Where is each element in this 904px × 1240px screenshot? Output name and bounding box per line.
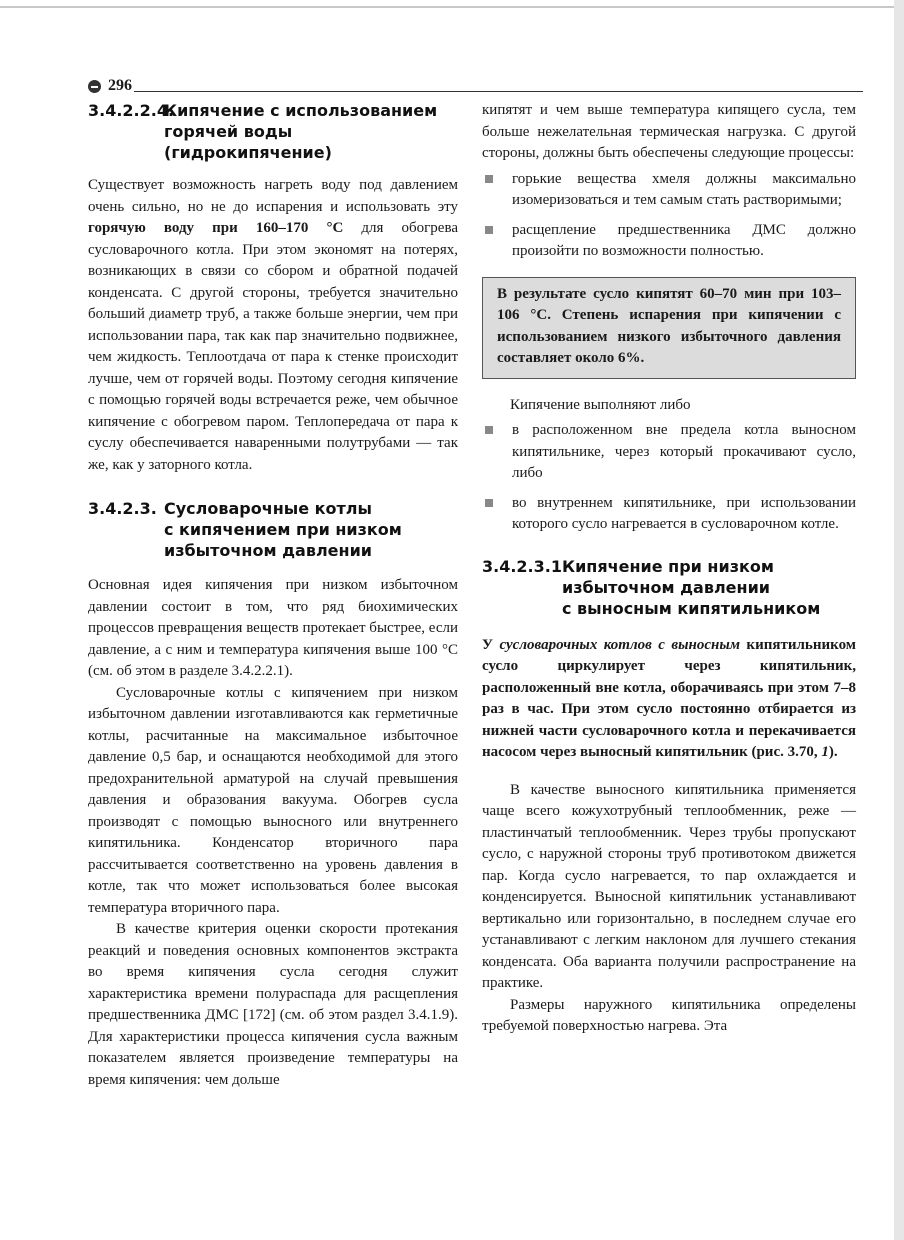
top-edge-rule [0,6,904,8]
heading-line: с кипячением при низком [164,520,402,539]
text-run: кипятильником сусло циркулирует через кипятильник, расположенный вне котла, оборачиваясь при этом 7–8 раз в час. При этом сусло постоянно отбирается из нижней части сусловарочного котла и перекачивается насосом через выносный кипятильник (рис. 3.70, [482,636,856,760]
list-item [482,493,856,536]
paragraph: Основная идея кипячения при низком избыточном давлении состоит в том, что ряд биохимических процессов превращения веществ протекает быстрее, если давление, а с ним и температура кипячения выше 100 °С (см. об этом в разделе 3.4.2.2.1). [88,577,458,679]
header-rule [134,91,863,92]
page-header [88,78,863,96]
left-column [88,100,458,1091]
heading-line: с выносным кипятильником [562,598,821,618]
list-item-text: во внутреннем кипятильнике, при использовании которого сусло нагревается в сусловарочном котле. [512,494,856,532]
list-item [482,220,856,263]
paragraph: Размеры наружного кипятильника определены требуемой поверхностью нагрева. Эта [482,996,856,1034]
heading-line: избыточном давлении [164,541,372,560]
text-run: для обогрева сусловарочного котла. При этом экономят на потерях, возникающих в связи со сбором и обратной подачей конденсата. С другой стороны, требуется значительно больший диаметр труб, а также больше энергии, чем при использовании пара, так как пар значительно подвижнее, чем жидкость. Теплоотдача от пара к стенке происходит лучше, чем от горячей воды. Поэтому сегодня кипячение с помощью горячей воды встречается реже, чем обычное кипячение с обогревом паром. Теплопередача от пара к суслу обеспечивается наваренными полутрубами — так же, как у заторного котла. [88,220,458,473]
bullet-square-icon [485,226,493,234]
paragraph: Кипячение выполняют либо [510,396,691,413]
bullet-square-icon [485,426,493,434]
section-number: 3.4.2.3. [88,499,157,518]
section-heading-3-4-2-3-1 [482,556,856,619]
italic-text: 1 [821,744,829,760]
section-number: 3.4.2.2.4. [88,101,175,120]
heading-line: Кипячение при низком [562,556,774,576]
highlight-box: В результате сусло кипятят 60–70 мин при 103–106 °С. Степень испарения при кипячении с использованием низкого избыточного давления составляет около 6%. [482,277,856,379]
paragraph: В качестве критерия оценки скорости протекания реакций и поведения основных компонентов экстракта во время кипячения сусла сегодня служит характеристика времени полураспада для расщепления предшественника ДМС [172] (см. об этом раздел 3.4.1.9). Для характеристики процесса кипячения сусла важным показателем является произведение температуры на время кипячения: чем дольше [88,921,458,1088]
heading-line: горячей воды [164,122,293,141]
text-run: У [482,636,500,653]
list-item [482,169,856,212]
text-run: ). [828,744,838,760]
text-run: Существует возможность нагреть воду под давлением очень сильно, но не до испарения и использовать эту [88,177,458,215]
list-item [482,420,856,485]
section-heading-3-4-2-3 [88,498,458,561]
heading-line: избыточном давлении [562,577,770,597]
bullet-list [482,420,856,536]
bullet-list [482,169,856,263]
page-edge-shadow [894,0,904,1240]
list-item-text: расщепление предшественника ДМС должно произойти по возможности полностью. [512,221,856,259]
bold-text: горячую воду при 160–170 °С [88,220,344,236]
paragraph [88,175,458,476]
paragraph: Сусловарочные котлы с кипячением при низком избыточном давлении изготавливаются как герметичные котлы, расчитанные на максимальное избыточное давление 0,5 бар, и оснащаются необходимой для этого предохранительной арматурой на случай превышения давления и образования вакуума. Обогрев сусла производят с помощью выносного или внутреннего кипятильника. Конденсатор вторичного пара рассчитывается соответственно на уровень давления в котле, так что может использоваться более высокая температура вторичного пара. [88,684,458,916]
lead-paragraph [482,635,856,764]
page-number: 296 [108,77,132,94]
bullet-square-icon [485,499,493,507]
heading-line: (гидрокипячение) [164,143,332,162]
paragraph: В качестве выносного кипятильника применяется чаще всего кожухотрубный теплообменник, реже — пластинчатый теплообменник. Через трубы пропускают сусло, с наружной стороны труб противотоком движется пар. Когда сусло нагревается, то пар охлаждается и конденсируется. Выносной кипятильник устанавливают вертикально или горизонтально, в последнем случае его устанавливают с легким наклоном для лучшего стекания конденсата. Оба варианта получили распространение на практике. [482,781,856,991]
italic-text: сусловарочных котлов с выносным [499,636,740,653]
list-item-text: в расположенном вне предела котла выносном кипятильнике, через который прокачивают сусло, либо [512,422,856,481]
list-item-text: горькие вещества хмеля должны максимально изомеризоваться и тем самым стать растворимыми; [512,170,856,208]
paragraph: кипятят и чем выше температура кипящего сусла, тем больше нежелательная термическая нагрузка. С другой стороны, должны быть обеспечены следующие процессы: [482,102,856,161]
heading-line: Сусловарочные котлы [164,499,372,518]
right-column [482,100,856,1038]
section-heading-3-4-2-2-4 [88,100,458,163]
bullet-square-icon [485,175,493,183]
heading-line: Кипячение с использованием [164,101,438,120]
page-marker-icon [88,80,101,93]
section-number: 3.4.2.3.1. [482,556,569,576]
